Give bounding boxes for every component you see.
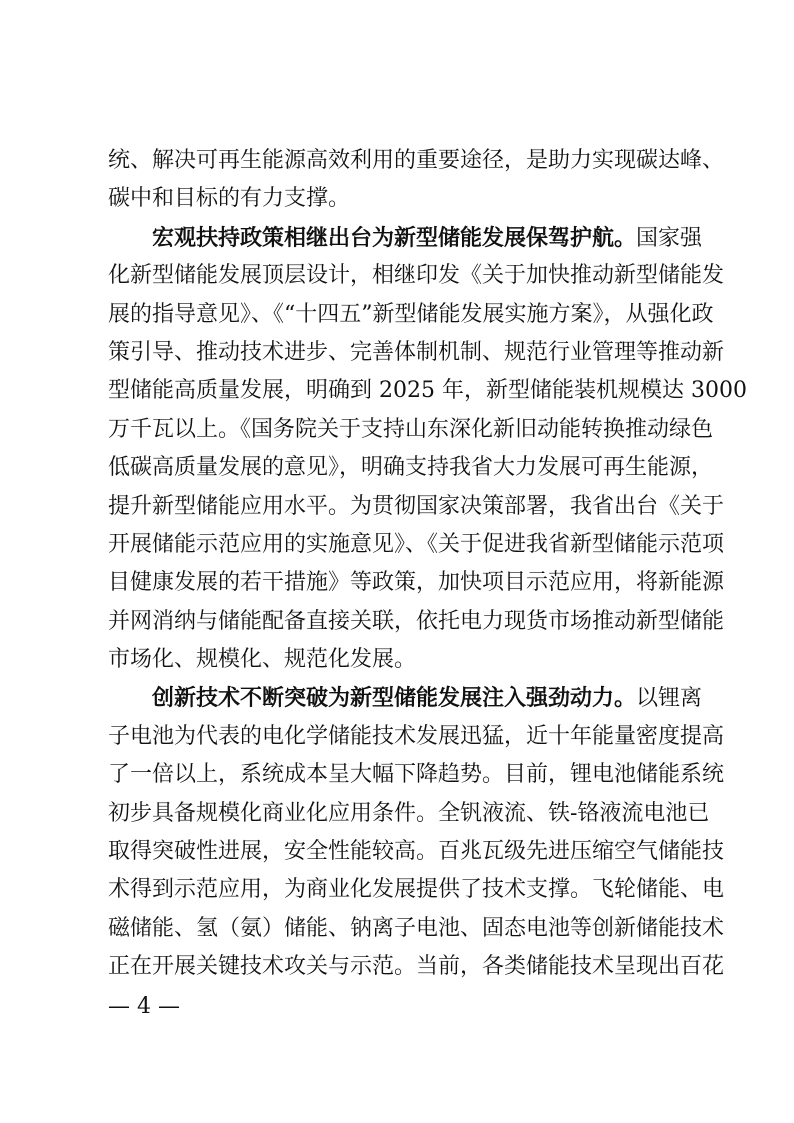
page-body — [108, 142, 747, 987]
text-line: 目健康发展的若干措施》等政策，加快项目示范应用，将新能源 — [108, 570, 725, 596]
paragraph-heading: 创新技术不断突破为新型储能发展注入强劲动力。 — [152, 685, 637, 712]
page-number: — 4 — — [108, 994, 180, 1019]
text-line: 策引导、推动技术进步、完善体制机制、规范行业管理等推动新 — [108, 339, 725, 365]
text-line: 型储能高质量发展，明确到 2025 年，新型储能装机规模达 3000 — [108, 378, 747, 404]
text-line: 并网消纳与储能配备直接关联，依托电力现货市场推动新型储能 — [108, 608, 725, 634]
text-line: 统、解决可再生能源高效利用的重要途径，是助力实现碳达峰、 — [108, 148, 725, 173]
text-line: 磁储能、氢（氨）储能、钠离子电池、固态电池等创新储能技术 — [108, 915, 725, 941]
text-line: 提升新型储能应用水平。为贯彻国家决策部署，我省出台《关于 — [108, 493, 725, 519]
paragraph-2 — [108, 219, 747, 680]
text-line: 子电池为代表的电化学储能技术发展迅猛，近十年能量密度提高 — [108, 723, 725, 749]
text-line: 化新型储能发展顶层设计，相继印发《关于加快推动新型储能发 — [108, 263, 725, 289]
text-line — [108, 219, 703, 257]
text-line: 碳中和目标的有力支撑。 — [108, 186, 351, 212]
text-line: 取得突破性进展，安全性能较高。百兆瓦级先进压缩空气储能技 — [108, 839, 725, 865]
text-line: 低碳高质量发展的意见》，明确支持我省大力发展可再生能源， — [108, 455, 714, 481]
text-line: 初步具备规模化商业化应用条件。全钒液流、铁-铬液流电池已 — [108, 800, 710, 826]
text-line: 了一倍以上，系统成本呈大幅下降趋势。目前，锂电池储能系统 — [108, 762, 725, 788]
text-line: 万千瓦以上。《国务院关于支持山东深化新旧动能转换推动绿色 — [108, 416, 714, 442]
paragraph-1 — [108, 142, 725, 219]
text-line: 市场化、规模化、规范化发展。 — [108, 647, 417, 673]
paragraph-heading: 宏观扶持政策相继出台为新型储能发展保驾护航。 — [152, 224, 637, 251]
text-line: 术得到示范应用，为商业化发展提供了技术支撑。飞轮储能、电 — [108, 877, 725, 903]
paragraph-3 — [108, 679, 725, 986]
text-fragment: 国家强 — [636, 225, 703, 251]
text-line: 开展储能示范应用的实施意见》、《关于促进我省新型储能示范项 — [108, 531, 725, 557]
text-fragment: 以锂离 — [636, 686, 703, 712]
text-line: 展的指导意见》、《“十四五”新型储能发展实施方案》，从强化政 — [108, 301, 714, 327]
text-line: 正在开展关键技术攻关与示范。当前，各类储能技术呈现出百花 — [108, 954, 725, 980]
text-line — [108, 679, 703, 717]
